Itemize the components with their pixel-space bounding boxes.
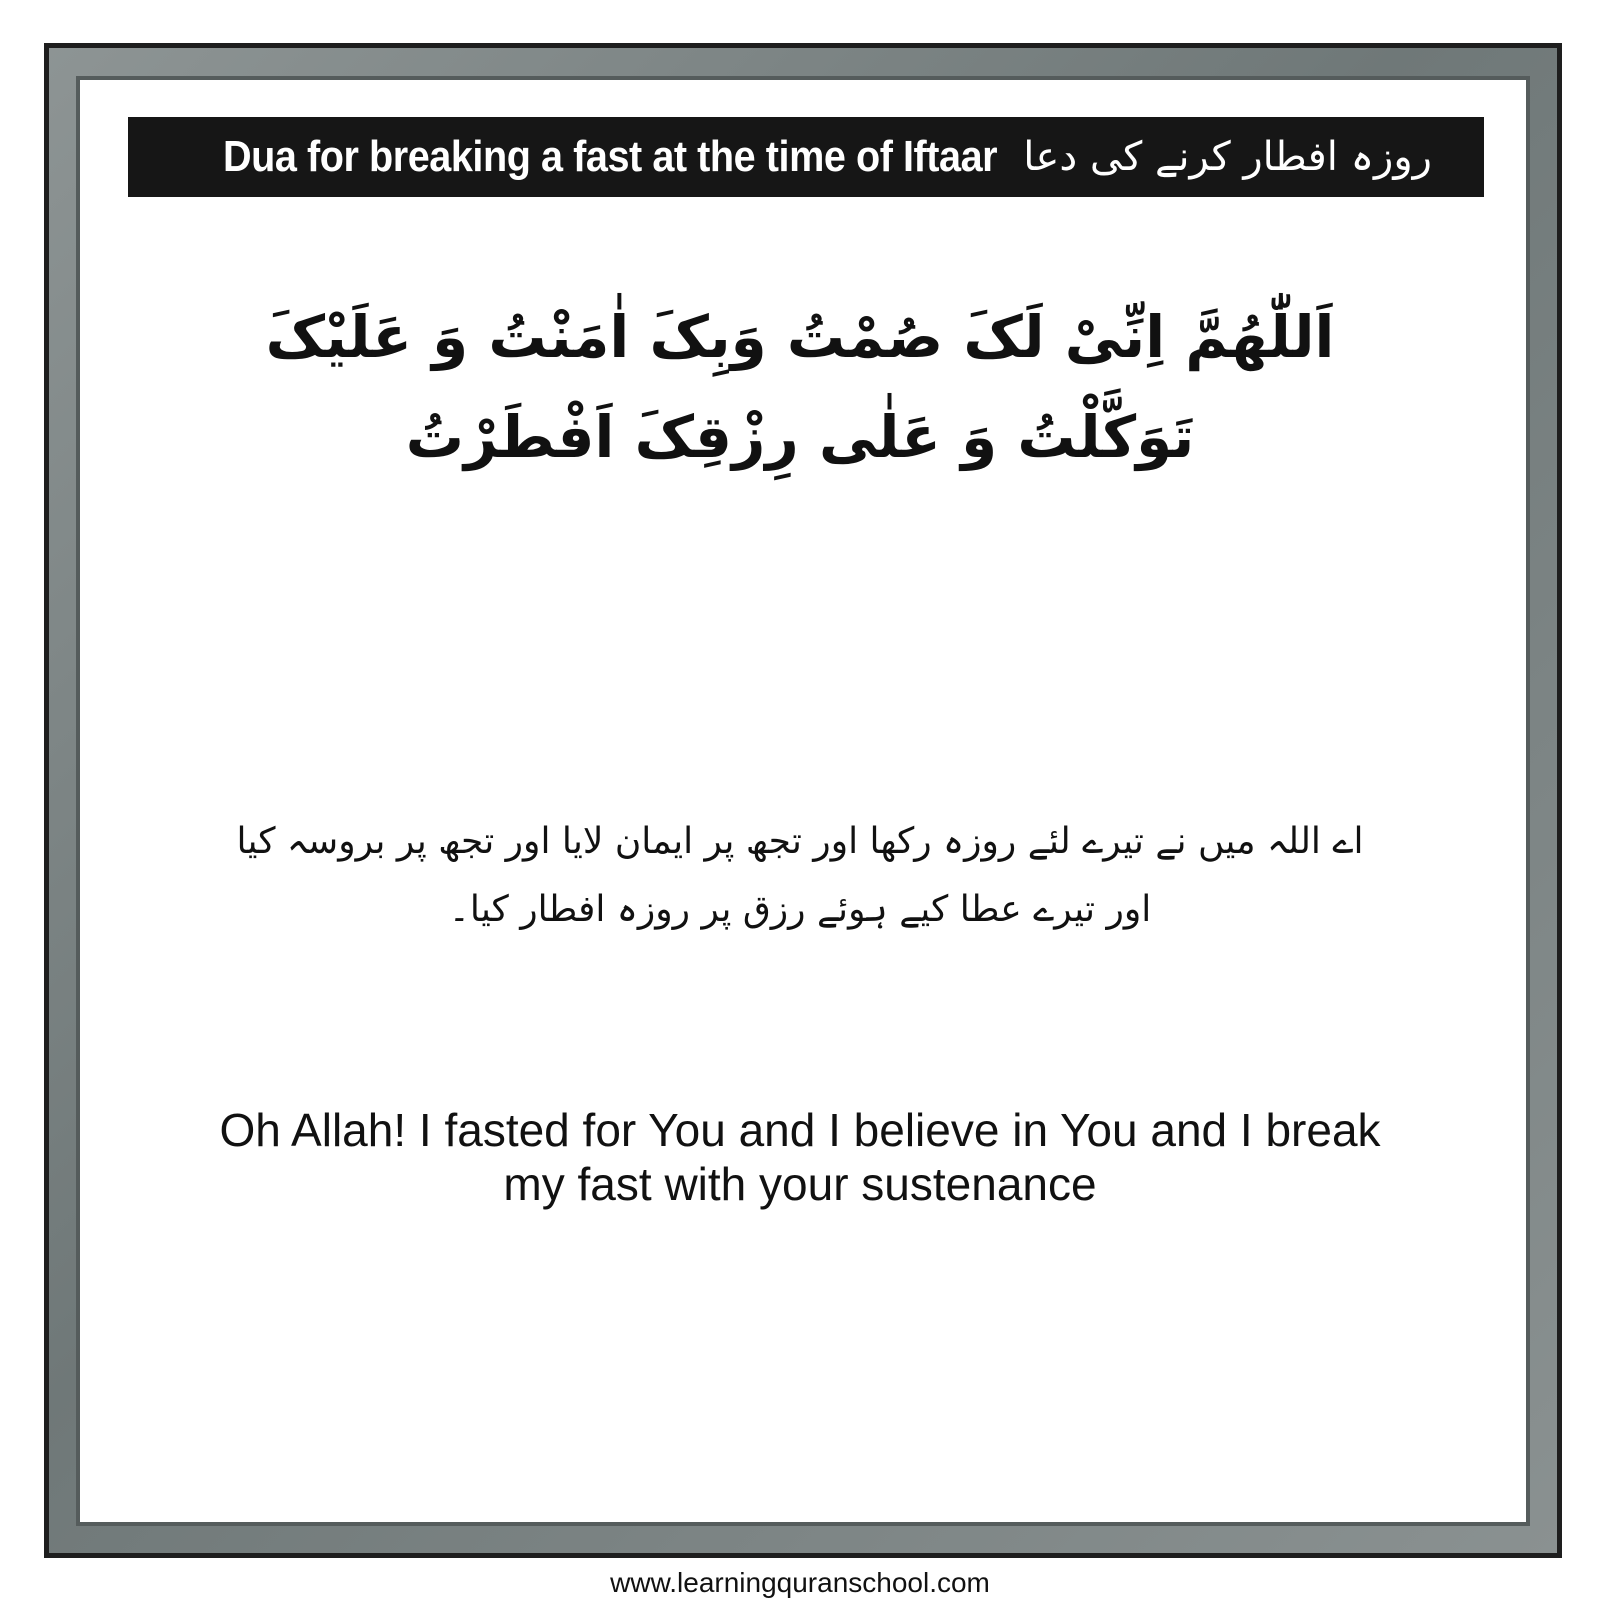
title-english: Dua for breaking a fast at the time of Iftaar <box>223 132 998 181</box>
urdu-translation-line: اور تیرے عطا کیے ہوئے رزق پر روزہ افطار کیا۔ <box>448 889 1152 931</box>
title-urdu: روزہ افطار کرنے کی دعا <box>1023 134 1432 180</box>
website-url: www.learningquranschool.com <box>610 1567 990 1598</box>
title-bar <box>128 117 1484 197</box>
urdu-translation-line: اے اللہ میں نے تیرے لئے روزہ رکھا اور تجھ پر ایمان لایا اور تجھ پر بروسہ کیا <box>236 821 1364 862</box>
arabic-dua <box>150 288 1450 488</box>
english-translation <box>150 1103 1450 1212</box>
english-translation-line: my fast with your sustenance <box>503 1158 1097 1211</box>
arabic-dua-line: تَوَکَّلْتُ وَ عَلٰی رِزْقِکَ اَفْطَرْتُ <box>405 402 1195 471</box>
english-translation-line: Oh Allah! I fasted for You and I believe in You and I break <box>219 1104 1381 1156</box>
arabic-dua-line: اَللّٰھُمَّ اِنِّیْ لَکَ صُمْتُ وَبِکَ اٰمَنْتُ وَ عَلَیْکَ <box>265 303 1335 371</box>
urdu-translation <box>200 808 1400 945</box>
